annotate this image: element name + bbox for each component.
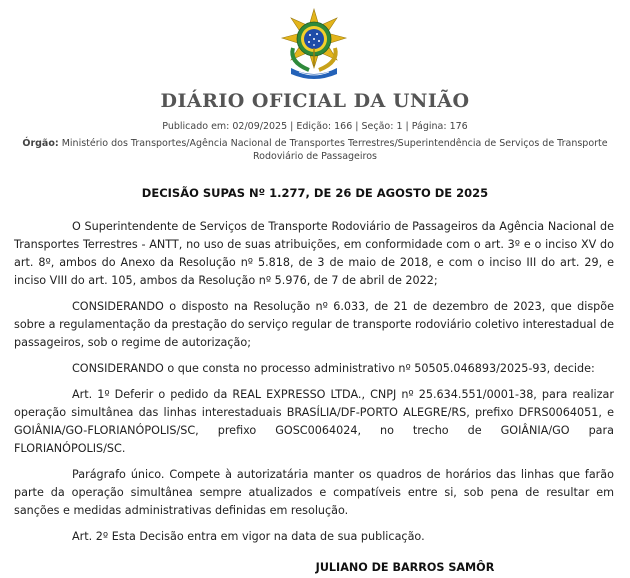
orgao-line [20, 137, 610, 163]
paragraph-paragrafo-unico: Parágrafo único. Compete à autorizatária manter os quadros de horários das linhas que farão parte da operação simultânea sempre atualizados e compatíveis entre si, sob pena de resultar em sanções e medidas administrativas definidas em resolução. [14, 468, 614, 517]
paragraph-art-1: Art. 1º Deferir o pedido da REAL EXPRESSO LTDA., CNPJ nº 25.634.551/0001-38, para realizar operação simultânea das linhas interestaduais BRASÍLIA/DF-PORTO ALEGRE/RS, prefixo DFRS0064051, e GOIÂNIA/GO-FLORIANÓPOLIS/SC, prefixo GOSC0064024, no trecho de GOIÂNIA/GO para FLORIANÓPOLIS/SC. [14, 388, 614, 455]
publication-info: Publicado em: 02/09/2025 | Edição: 166 | Seção: 1 | Página: 176 [162, 121, 468, 132]
orgao-text: Ministério dos Transportes/Agência Nacional de Transportes Terrestres/Superintendência de Serviços de Transporte Rodoviário de Passageiros [61, 138, 608, 162]
paragraph-considerando-1: CONSIDERANDO o disposto na Resolução nº 6.033, de 21 de dezembro de 2023, que dispõe sobre a regulamentação da prestação do serviço regular de transporte rodoviário coletivo interestadual de passageiros, sob o regime de autorização; [14, 300, 614, 349]
paragraph-preamble: O Superintendente de Serviços de Transporte Rodoviário de Passageiros da Agência Nacional de Transportes Terrestres - ANTT, no uso de suas atribuições, em conformidade com o art. 3º e o inciso XV do art. 8º, ambos do Anexo da Resolução nº 5.818, de 3 de maio de 2018, e com o inciso III do art. 29, e inciso VIII do art. 105, ambos da Resolução nº 5.976, de 7 de abril de 2022; [14, 220, 614, 287]
page-title: DIÁRIO OFICIAL DA UNIÃO [160, 90, 470, 112]
paragraph-considerando-2: CONSIDERANDO o que consta no processo administrativo nº 50505.046893/2025-93, decide: [72, 362, 595, 375]
paragraph-art-2: Art. 2º Esta Decisão entra em vigor na data de sua publicação. [72, 530, 425, 543]
document-body [14, 218, 614, 554]
decision-heading: DECISÃO SUPAS Nº 1.277, DE 26 DE AGOSTO DE 2025 [141, 186, 489, 200]
orgao-label: Órgão: [22, 138, 59, 149]
brazil-coat-of-arms-icon [279, 8, 349, 80]
signature: JULIANO DE BARROS SAMÔR [315, 561, 495, 574]
